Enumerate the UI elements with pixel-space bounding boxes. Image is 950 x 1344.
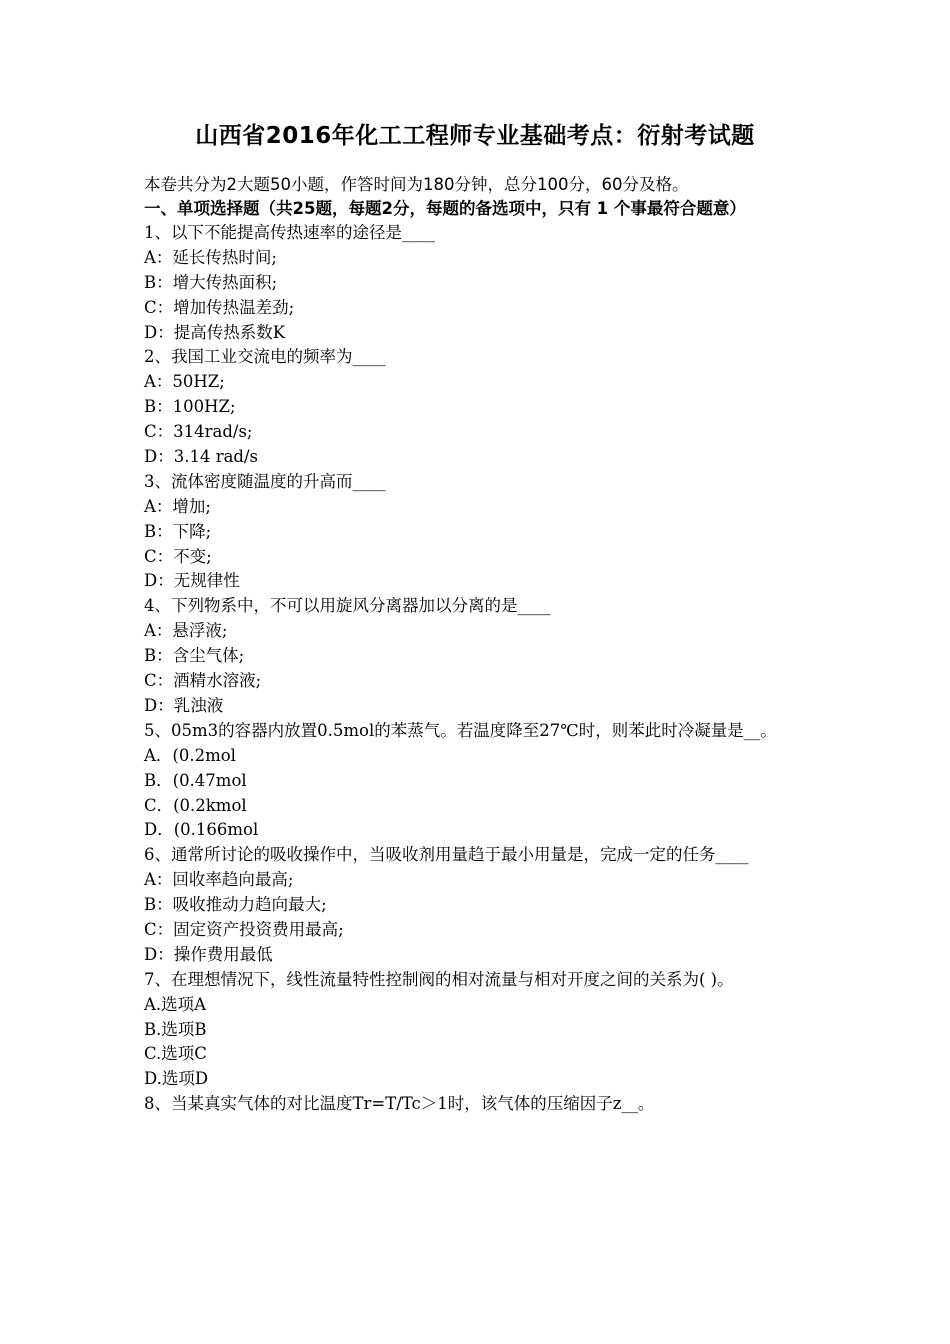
option-c: C：酒精水溶液; — [144, 671, 262, 691]
option-d: D：提高传热系数K — [144, 322, 286, 342]
option-c: C：增加传热温差劲; — [144, 297, 295, 317]
option-c: C：固定资产投资费用最高; — [144, 919, 344, 939]
question-stem: 3、流体密度随温度的升高而____ — [144, 471, 386, 491]
question-2 — [144, 345, 812, 469]
option-c: C：不变; — [144, 546, 212, 566]
option-a: A.选项A — [144, 994, 207, 1014]
option-c: C.选项C — [144, 1044, 207, 1064]
document-title: 山西省2016年化工工程师专业基础考点：衍射考试题 — [195, 123, 755, 149]
option-b: B.选项B — [144, 1019, 207, 1039]
option-d: D：3.14 rad/s — [144, 447, 259, 467]
option-d: D．(0.166mol — [144, 820, 259, 840]
option-a: A：延长传热时间; — [144, 247, 277, 267]
option-b: B：100HZ; — [144, 397, 236, 417]
option-c: C．(0.2kmol — [144, 795, 247, 815]
option-b: B：增大传热面积; — [144, 272, 278, 292]
option-a: A：50HZ; — [144, 372, 225, 392]
section-heading: 一、单项选择题（共25题，每题2分，每题的备选项中，只有 1 个事最符合题意） — [144, 199, 746, 218]
option-a: A：悬浮液; — [144, 621, 228, 641]
question-stem: 2、我国工业交流电的频率为____ — [144, 347, 386, 367]
question-stem: 7、在理想情况下，线性流量特性控制阀的相对流量与相对开度之间的关系为( )。 — [144, 969, 734, 989]
question-4 — [144, 594, 812, 718]
exam-intro: 本卷共分为2大题50小题，作答时间为180分钟，总分100分，60分及格。 — [144, 175, 689, 194]
question-1 — [144, 221, 812, 345]
option-d: D.选项D — [144, 1069, 209, 1089]
question-stem: 4、下列物系中，不可以用旋风分离器加以分离的是____ — [144, 596, 551, 616]
question-5 — [144, 719, 812, 843]
question-stem: 6、通常所讨论的吸收操作中，当吸收剂用量趋于最小用量是，完成一定的任务____ — [144, 845, 749, 865]
option-d: D：操作费用最低 — [144, 944, 273, 964]
option-d: D：乳浊液 — [144, 695, 224, 715]
question-stem: 1、以下不能提高传热速率的途径是____ — [144, 223, 435, 242]
document-body — [144, 172, 812, 1117]
question-stem: 5、05m3的容器内放置0.5mol的苯蒸气。若温度降至27℃时，则苯此时冷凝量是__。 — [144, 720, 777, 740]
option-b: B：下降; — [144, 521, 212, 541]
option-c: C：314rad/s; — [144, 422, 253, 442]
option-a: A：增加; — [144, 496, 211, 516]
option-b: B：含尘气体; — [144, 646, 245, 666]
question-3 — [144, 470, 812, 594]
question-8 — [144, 1092, 812, 1117]
option-b: B：吸收推动力趋向最大; — [144, 895, 327, 915]
question-7 — [144, 968, 812, 1092]
option-b: B．(0.47mol — [144, 770, 247, 790]
option-d: D：无规律性 — [144, 571, 240, 591]
question-6 — [144, 843, 812, 967]
option-a: A．(0.2mol — [144, 745, 236, 765]
question-stem: 8、当某真实气体的对比温度Tr=T/Tc＞1时，该气体的压缩因子z__。 — [144, 1094, 655, 1114]
option-a: A：回收率趋向最高; — [144, 870, 294, 890]
